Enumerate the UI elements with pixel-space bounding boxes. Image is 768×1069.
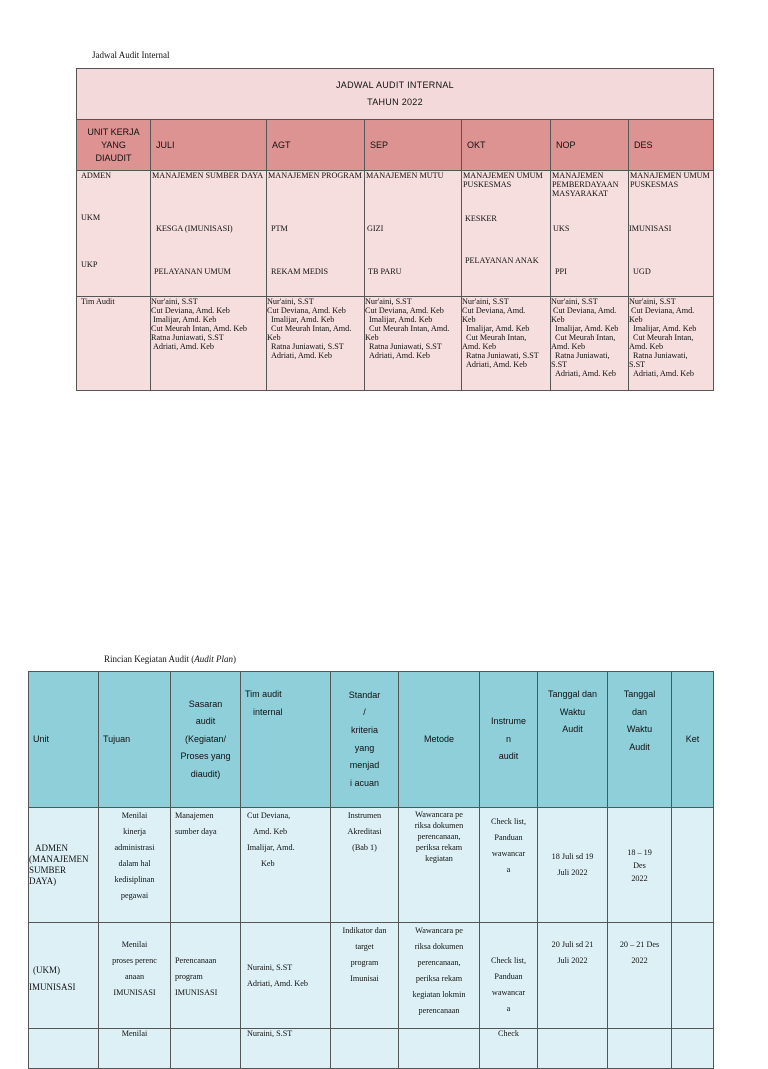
plan-unit (29, 1029, 99, 1069)
month-header-des: DES (629, 120, 714, 171)
plan-tujuan: Menilai (99, 1029, 171, 1069)
plan-tanggal-2 (608, 1029, 672, 1069)
unit-header: UNIT KERJA YANG DIAUDIT (77, 120, 151, 171)
schedule-cell-nop: MANAJEMEN PEMBERDAYAAN MASYARAKAT UKS PPI (551, 171, 629, 297)
unit-ukm: UKM (81, 213, 101, 222)
plan-unit: (UKM) IMUNISASI (29, 923, 99, 1029)
team-sep: Nur'aini, S.ST Cut Deviana, Amd. Keb Imalijar, Amd. Keb Cut Meurah Intan, Amd. Keb Ratna Juniawati, S.ST Adriati, Amd. Keb (365, 297, 462, 391)
month-header-agt: AGT (267, 120, 365, 171)
col-tim: Tim audit internal (241, 672, 331, 808)
plan-tanggal: 20 Juli sd 21 Juli 2022 (538, 923, 608, 1029)
plan-tim: Cut Deviana, Amd. Keb Imalijar, Amd. Keb (241, 808, 331, 923)
schedule-cell-juli: MANAJEMEN SUMBER DAYA KESGA (IMUNISASI) PELAYANAN UMUM (151, 171, 267, 297)
schedule-header-row (77, 120, 714, 171)
team-agt: Nur'aini, S.ST Cut Deviana, Amd. Keb Imalijar, Amd. Keb Cut Meurah Intan, Amd. Keb Ratna Juniawati, S.ST Adriati, Amd. Keb (267, 297, 365, 391)
team-nop: Nur'aini, S.ST Cut Deviana, Amd. Keb Imalijar, Amd. Keb Cut Meurah Intan, Amd. Keb Ratna Juniawati, S.ST Adriati, Amd. Keb (551, 297, 629, 391)
col-ket: Ket (672, 672, 714, 808)
plan-tanggal (538, 1029, 608, 1069)
schedule-team-row (77, 297, 714, 391)
team-des: Nur'aini, S.ST Cut Deviana, Amd. Keb Imalijar, Amd. Keb Cut Meurah Intan, Amd. Keb Ratna Juniawati, S.ST Adriati, Amd. Keb (629, 297, 714, 391)
audit-schedule-table (76, 68, 714, 391)
schedule-cell-okt: MANAJEMEN UMUM PUSKESMAS KESKER PELAYANAN ANAK (462, 171, 551, 297)
plan-caption: Rincian Kegiatan Audit (Audit Plan) (104, 654, 236, 664)
team-label: Tim Audit (77, 297, 151, 391)
plan-standar: Indikator dan target program Imunisai (331, 923, 399, 1029)
team-okt: Nur'aini, S.ST Cut Deviana, Amd. Keb Imalijar, Amd. Keb Cut Meurah Intan, Amd. Keb Ratna Juniawati, S.ST Adriati, Amd. Keb (462, 297, 551, 391)
plan-sasaran: Perencanaan program IMUNISASI (171, 923, 241, 1029)
plan-sasaran: Manajemen sumber daya (171, 808, 241, 923)
col-tanggal-2: Tanggal dan Waktu Audit (608, 672, 672, 808)
plan-instrumen: Check list, Panduan wawancar a (480, 923, 538, 1029)
plan-header-row (29, 672, 714, 808)
plan-ket (672, 1029, 714, 1069)
schedule-cell-agt: MANAJEMEN PROGRAM PTM REKAM MEDIS (267, 171, 365, 297)
schedule-cell-des: MANAJEMEN UMUM PUSKESMAS IMUNISASI UGD (629, 171, 714, 297)
schedule-title (77, 69, 714, 120)
month-header-okt: OKT (462, 120, 551, 171)
plan-tanggal-2: 20 – 21 Des 2022 (608, 923, 672, 1029)
schedule-caption: Jadwal Audit Internal (92, 50, 170, 60)
schedule-cell-sep: MANAJEMEN MUTU GIZI TB PARU (365, 171, 462, 297)
plan-unit: ADMEN (MANAJEMEN SUMBER DAYA) (29, 808, 99, 923)
plan-row-partial (29, 1029, 714, 1069)
plan-tanggal-2: 18 – 19 Des 2022 (608, 808, 672, 923)
col-metode: Metode (399, 672, 480, 808)
schedule-units-row (77, 171, 714, 297)
plan-tujuan: Menilai kinerja administrasi dalam hal kedisiplinan pegawai (99, 808, 171, 923)
month-header-nop: NOP (551, 120, 629, 171)
col-tanggal: Tanggal dan Waktu Audit (538, 672, 608, 808)
plan-instrumen: Check list, Panduan wawancar a (480, 808, 538, 923)
schedule-title-line1: JADWAL AUDIT INTERNAL (336, 80, 454, 90)
plan-ket (672, 923, 714, 1029)
col-standar: Standar / kriteria yang menjad i acuan (331, 672, 399, 808)
plan-ket (672, 808, 714, 923)
team-juli: Nur'aini, S.ST Cut Deviana, Amd. Keb Imalijar, Amd. Keb Cut Meurah Intan, Amd. Keb Ratna Juniawati, S.ST Adriati, Amd. Keb (151, 297, 267, 391)
plan-metode: Wawancara pe riksa dokumen perencanaan, periksa rekam kegiatan lokmin perencanaan (399, 923, 480, 1029)
audit-plan-table (28, 671, 714, 1069)
plan-metode: Wawancara pe riksa dokumen perencanaan, periksa rekam kegiatan (399, 808, 480, 923)
plan-instrumen: Check (480, 1029, 538, 1069)
col-sasaran: Sasaran audit (Kegiatan/ Proses yang diaudit) (171, 672, 241, 808)
plan-tim: Nuraini, S.ST (241, 1029, 331, 1069)
plan-standar: Instrumen Akreditasi (Bab 1) (331, 808, 399, 923)
col-instrumen: Instrume n audit (480, 672, 538, 808)
plan-tujuan: Menilai proses perenc anaan IMUNISASI (99, 923, 171, 1029)
unit-labels-cell (77, 171, 151, 297)
unit-ukp: UKP (81, 260, 98, 269)
col-tujuan: Tujuan (99, 672, 171, 808)
plan-sasaran (171, 1029, 241, 1069)
col-unit: Unit (29, 672, 99, 808)
plan-row-imunisasi (29, 923, 714, 1029)
plan-metode (399, 1029, 480, 1069)
plan-standar (331, 1029, 399, 1069)
plan-row-admen (29, 808, 714, 923)
month-header-sep: SEP (365, 120, 462, 171)
unit-admen: ADMEN (81, 171, 112, 180)
schedule-title-line2: TAHUN 2022 (367, 97, 423, 107)
month-header-juli: JULI (151, 120, 267, 171)
plan-tanggal: 18 Juli sd 19 Juli 2022 (538, 808, 608, 923)
plan-tim: Nuraini, S.ST Adriati, Amd. Keb (241, 923, 331, 1029)
